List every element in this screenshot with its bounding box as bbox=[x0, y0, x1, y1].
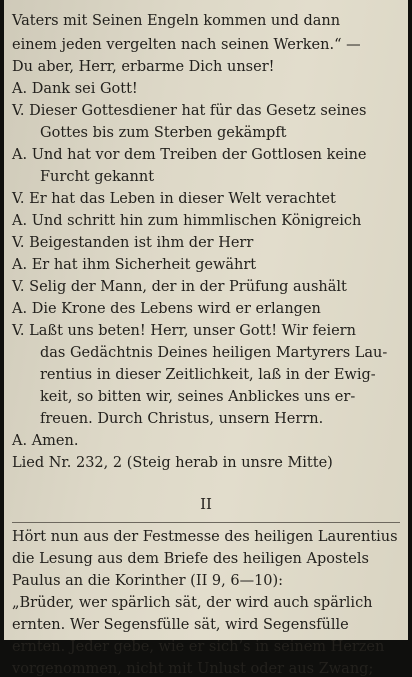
versicle-line: V. Er hat das Leben in dieser Welt verachtet bbox=[12, 191, 336, 207]
section-divider bbox=[12, 522, 400, 523]
versicle-line: V. Dieser Gottesdiener hat für das Gesetz seines bbox=[12, 103, 367, 119]
versicle-line: V. Laßt uns beten! Herr, unser Gott! Wir feiern bbox=[12, 323, 356, 339]
text-line: Du aber, Herr, erbarme Dich unser! bbox=[12, 59, 275, 75]
text-line: Paulus an die Korinther (II 9, 6—10): bbox=[12, 573, 284, 589]
text-line: Vaters mit Seinen Engeln kommen und dann bbox=[12, 13, 341, 29]
versicle-line: V. Selig der Mann, der in der Prüfung aushält bbox=[12, 279, 347, 295]
quote-line: vorgenommen, nicht mit Unlust oder aus Zwang; bbox=[12, 661, 374, 677]
response-line: A. Dank sei Gott! bbox=[12, 81, 138, 97]
text-line-continued: keit, so bitten wir, seines Anblickes uns er- bbox=[40, 389, 356, 405]
response-line: A. Und schritt hin zum himmlischen Königreich bbox=[12, 213, 362, 229]
response-line: A. Und hat vor dem Treiben der Gottlosen keine bbox=[12, 147, 367, 163]
response-line: A. Er hat ihm Sicherheit gewährt bbox=[12, 257, 257, 273]
text-line: die Lesung aus dem Briefe des heiligen Apostels bbox=[12, 551, 369, 567]
quote-line: „Brüder, wer spärlich sät, der wird auch spärlich bbox=[12, 595, 373, 611]
section-heading: II bbox=[200, 495, 212, 513]
text-line-continued: das Gedächtnis Deines heiligen Martyrers Lau- bbox=[40, 345, 388, 361]
response-line: A. Die Krone des Lebens wird er erlangen bbox=[12, 301, 321, 317]
text-line: Hört nun aus der Festmesse des heiligen Laurentius bbox=[12, 529, 398, 545]
book-page bbox=[4, 0, 408, 677]
quote-line: ernten. Wer Segensfülle sät, wird Segensfülle bbox=[12, 617, 349, 633]
quote-line: ernten. Jeder gebe, wie er sich’s in seinem Herzen bbox=[12, 639, 385, 655]
versicle-line: V. Beigestanden ist ihm der Herr bbox=[12, 235, 254, 251]
response-line: A. Amen. bbox=[12, 433, 79, 449]
hymn-reference: Lied Nr. 232, 2 (Steig herab in unsre Mitte) bbox=[12, 455, 333, 471]
text-line-continued: freuen. Durch Christus, unsern Herrn. bbox=[40, 411, 324, 427]
text-line-continued: Furcht gekannt bbox=[40, 169, 155, 185]
text-line-continued: rentius in dieser Zeitlichkeit, laß in der Ewig- bbox=[40, 367, 376, 383]
text-line: einem jeden vergelten nach seinen Werken.“ — bbox=[12, 37, 361, 53]
text-line-continued: Gottes bis zum Sterben gekämpft bbox=[40, 125, 287, 141]
